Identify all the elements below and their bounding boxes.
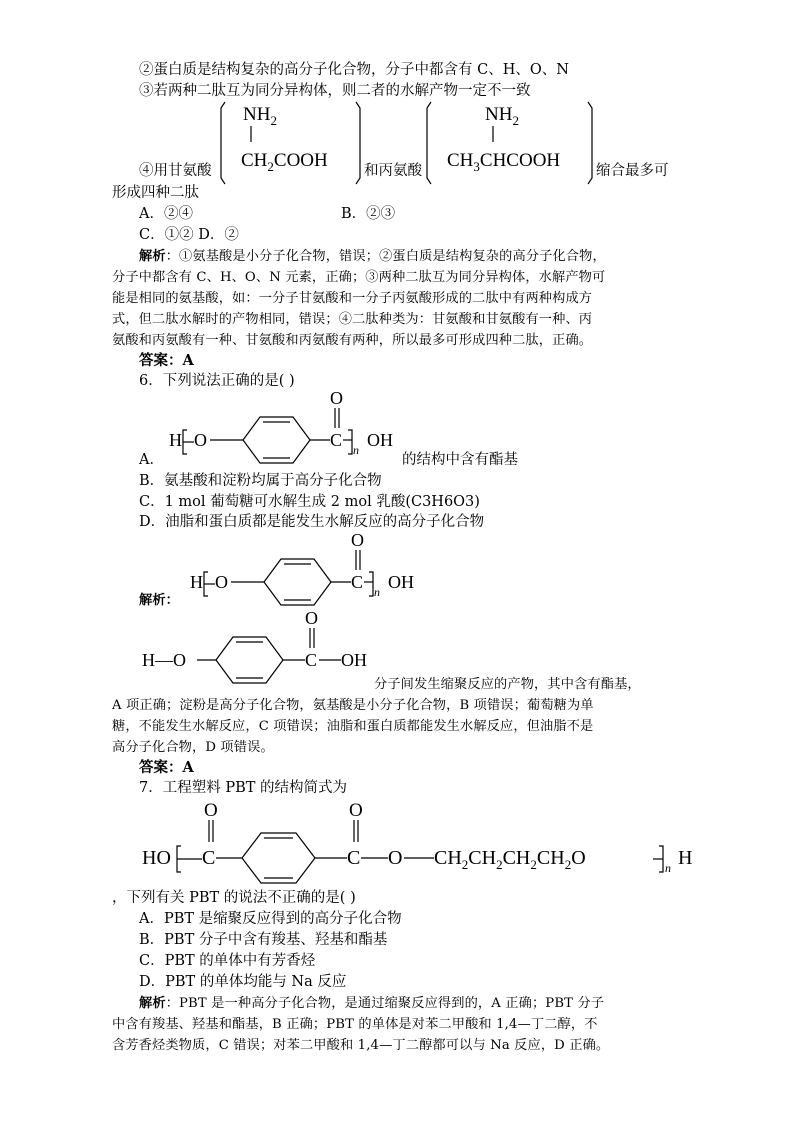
q5-analysis-line-4: 式，但二肽水解时的产物相同，错误；④二肽种类为：甘氨酸和甘氨酸有一种、丙 [112, 312, 593, 327]
svg-text:C: C [202, 847, 216, 869]
q7-analysis-label: 解析 [139, 996, 166, 1011]
q5-option-b: B．②③ [341, 206, 396, 222]
q7-option-c: C．PBT 的单体中有芳香烃 [139, 953, 316, 969]
svg-text:C: C [305, 650, 318, 670]
svg-text:O: O [388, 847, 403, 869]
svg-text:NH2: $NH_2$ [243, 104, 277, 128]
q6-option-a-text: 的结构中含有酯基 [402, 452, 518, 468]
glycine-structure [219, 100, 364, 186]
q7-stem-tail: ，下列有关 PBT 的说法不正确的是( ) [112, 890, 356, 906]
q5-statement-4-suffix: 缩合最多可 [596, 163, 669, 179]
q7-analysis-line-1: 解析：PBT 是一种高分子化合物，是通过缩聚反应得到的，A 正确；PBT 分子 [139, 996, 605, 1011]
q5-analysis-label: 解析 [139, 249, 166, 264]
svg-text:n: n [374, 585, 380, 599]
q7-option-b: B．PBT 分子中含有羧基、羟基和酯基 [139, 932, 388, 948]
q5-statement-3: ③若两种二肽互为同分异构体，则二者的水解产物一定不一致 [139, 83, 531, 99]
q5-analysis-line-5: 氨酸和丙氨酸有一种、甘氨酸和丙氨酸有两种，所以最多可形成四种二肽，正确。 [112, 333, 593, 348]
q6-option-b: B．氨基酸和淀粉均属于高分子化合物 [139, 473, 382, 489]
pbt-structure [138, 796, 708, 886]
q6-stem: 6．下列说法正确的是( ) [139, 373, 295, 389]
svg-text:OH: OH [388, 572, 414, 592]
svg-text:H—O: H—O [142, 650, 186, 670]
svg-text:C: C [347, 847, 361, 869]
svg-text:CH2CH2CH2CH2O: $CH_2CH_2CH_2CH_2O$ [434, 847, 586, 872]
q7-stem: 7．工程塑料 PBT 的结构简式为 [139, 780, 348, 796]
svg-text:C: C [330, 430, 343, 450]
svg-text:OH: OH [341, 650, 367, 670]
svg-text:HO: HO [142, 847, 171, 869]
q6-analysis-line-3: 糖，不能发生水解反应，C 项错误；油脂和蛋白质都能发生水解反应，但油脂不是 [112, 719, 594, 734]
q6-analysis-line-1: 分子间发生缩聚反应的产物，其中含有酯基， [374, 677, 641, 692]
q5-analysis-line-2: 分子中都含有 C、H、O、N 元素，正确；③两种二肽互为同分异构体，水解产物可 [112, 270, 606, 285]
q5-option-a: A．②④ [139, 206, 193, 222]
q5-analysis-line-1: 解析：①氨基酸是小分子化合物，错误；②蛋白质是结构复杂的高分子化合物， [139, 249, 606, 264]
q6-analysis-polymer-structure [186, 530, 436, 610]
q5-statement-4-mid: 和丙氨酸 [364, 163, 422, 179]
svg-text:H: H [678, 847, 693, 869]
q6-answer: 答案：A [139, 759, 194, 776]
svg-text:O: O [194, 430, 207, 450]
q6-analysis-line-2: A 项正确；淀粉是高分子化合物，氨基酸是小分子化合物，B 项错误；葡萄糖为单 [112, 698, 594, 713]
q5-option-cd: C．①② D．② [139, 227, 239, 243]
svg-text:O: O [349, 800, 363, 821]
svg-text:n: n [665, 861, 671, 875]
q5-statement-2: ②蛋白质是结构复杂的高分子化合物，分子中都含有 C、H、O、N [139, 62, 569, 78]
svg-text:O: O [330, 388, 343, 408]
q5-analysis-line-3: 能是相同的氨基酸，如：一分子甘氨酸和一分子丙氨酸形成的二肽中有两种构成方 [112, 291, 593, 306]
svg-text:CH2COOH: $CH_2COOH$ [241, 150, 328, 174]
q6-analysis-label: 解析： [139, 593, 180, 608]
q6-option-a-polymer-structure [165, 388, 415, 468]
svg-text:OH: OH [367, 430, 393, 450]
svg-text:O: O [305, 608, 318, 628]
svg-text:O: O [204, 800, 218, 821]
svg-text:O: O [215, 572, 228, 592]
q7-option-a: A．PBT 是缩聚反应得到的高分子化合物 [139, 911, 402, 927]
svg-text:H: H [190, 572, 203, 592]
svg-text:CH3CHCOOH: $CH_3CHCOOH$ [447, 150, 561, 174]
svg-text:NH2: $NH_2$ [485, 104, 519, 128]
svg-text:C: C [351, 572, 364, 592]
q5-statement-4-prefix: ④用甘氨酸 [139, 163, 212, 179]
q6-analysis-line-4: 高分子化合物，D 项错误。 [112, 740, 274, 755]
q6-option-c: C．1 mol 葡萄糖可水解生成 2 mol 乳酸(C3H6O3) [139, 494, 480, 510]
q6-monomer-structure [138, 608, 388, 688]
svg-text:O: O [351, 530, 364, 550]
q7-analysis-line-2: 中含有羧基、羟基和酯基，B 正确；PBT 的单体是对苯二甲酸和 1,4—丁二醇，不 [112, 1017, 598, 1032]
q6-option-a-label: A． [139, 452, 164, 468]
q5-statement-4-end: 形成四种二肽 [112, 185, 199, 201]
svg-text:H: H [169, 430, 182, 450]
svg-text:n: n [353, 443, 359, 457]
q6-option-d: D．油脂和蛋白质都是能发生水解反应的高分子化合物 [139, 514, 485, 530]
q7-option-d: D．PBT 的单体均能与 Na 反应 [139, 974, 347, 990]
alanine-structure [425, 100, 595, 186]
q7-analysis-line-3: 含芳香烃类物质，C 错误；对苯二甲酸和 1,4—丁二醇都可以与 Na 反应，D 正确。 [112, 1038, 610, 1053]
q5-answer: 答案：A [139, 352, 194, 369]
